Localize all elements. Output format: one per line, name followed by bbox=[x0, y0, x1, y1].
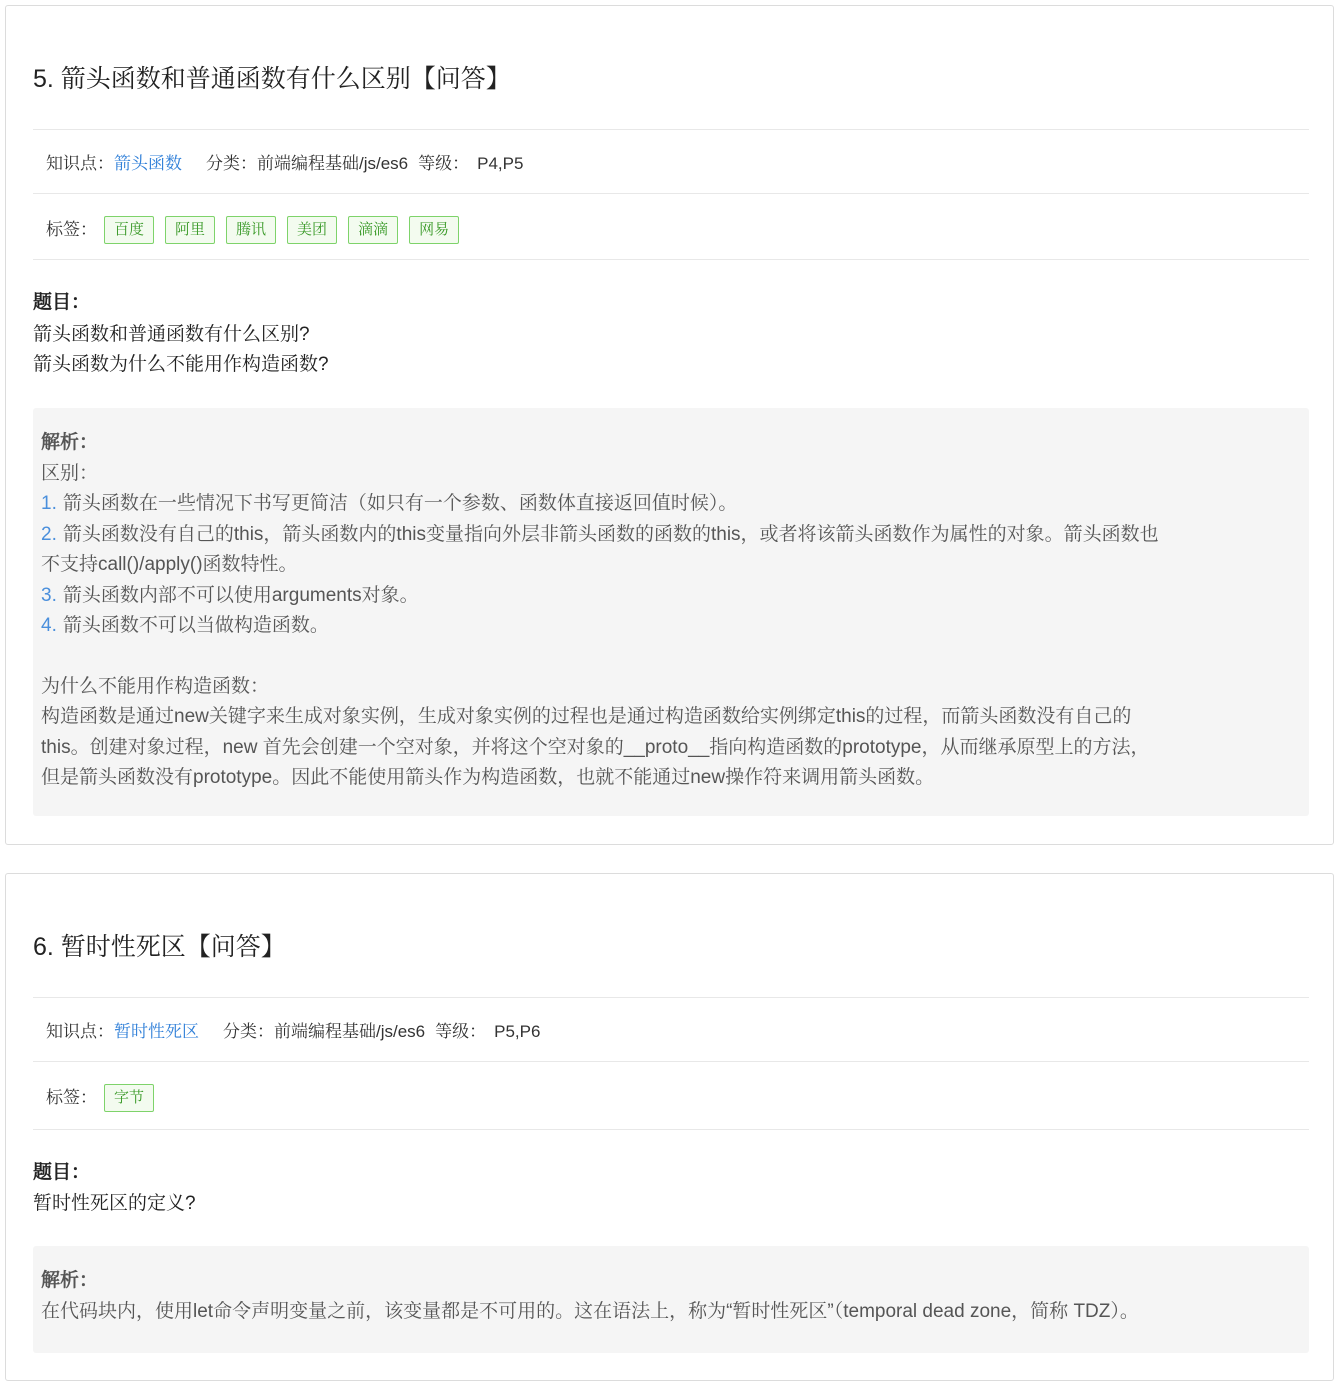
question-text: 箭头函数为什么不能用作构造函数? bbox=[33, 354, 329, 375]
tag-badge[interactable]: 腾讯 bbox=[226, 216, 276, 244]
divider bbox=[33, 259, 1309, 260]
divider bbox=[33, 1129, 1309, 1130]
level-value: P5,P6 bbox=[494, 1022, 541, 1041]
analysis-item: 1. 箭头函数在一些情况下书写更简洁（如只有一个参数、函数体直接返回值时候）。 bbox=[41, 493, 738, 514]
divider bbox=[33, 193, 1309, 194]
category-label: 分类： bbox=[206, 154, 257, 173]
analysis-box bbox=[33, 1246, 1309, 1353]
category-value: 前端编程基础/js/es6 bbox=[257, 154, 409, 173]
question-text: 暂时性死区的定义? bbox=[33, 1193, 196, 1214]
list-number: 2. bbox=[41, 523, 57, 545]
knowledge-label: 知识点： bbox=[46, 1022, 114, 1041]
analysis-label: 解析： bbox=[41, 1270, 99, 1291]
analysis-paragraph: this。创建对象过程，new 首先会创建一个空对象，并将这个空对象的__proto__指向构造函数的prototype，从而继承原型上的方法， bbox=[41, 736, 1150, 758]
divider bbox=[33, 129, 1309, 130]
analysis-item: 2. 箭头函数没有自己的this，箭头函数内的this变量指向外层非箭头函数的函数的this，或者将该箭头函数作为属性的对象。箭头函数也 bbox=[41, 523, 1159, 545]
analysis-paragraph: 但是箭头函数没有prototype。因此不能使用箭头作为构造函数，也就不能通过new操作符来调用箭头函数。 bbox=[41, 767, 935, 788]
tags-label: 标签： bbox=[46, 220, 97, 239]
level-value: P4,P5 bbox=[477, 154, 524, 173]
tag-badge[interactable]: 字节 bbox=[104, 1084, 154, 1112]
level-label: 等级： bbox=[418, 154, 470, 173]
question-card-6 bbox=[5, 873, 1334, 1381]
knowledge-link[interactable]: 箭头函数 bbox=[114, 154, 182, 173]
divider bbox=[33, 1061, 1309, 1062]
list-number: 4. bbox=[41, 615, 57, 636]
question-label: 题目： bbox=[33, 292, 91, 313]
divider bbox=[33, 997, 1309, 998]
level-label: 等级： bbox=[435, 1022, 487, 1041]
analysis-box bbox=[33, 408, 1309, 816]
list-number: 3. bbox=[41, 584, 57, 606]
tag-badge[interactable]: 网易 bbox=[409, 216, 459, 244]
tag-row bbox=[46, 1084, 165, 1112]
tags-label: 标签： bbox=[46, 1088, 97, 1107]
tag-badge[interactable]: 百度 bbox=[104, 216, 154, 244]
category-value: 前端编程基础/js/es6 bbox=[274, 1022, 426, 1041]
analysis-paragraph: 构造函数是通过new关键字来生成对象实例，生成对象实例的过程也是通过构造函数给实例绑定this的过程，而箭头函数没有自己的 bbox=[41, 706, 1132, 727]
tag-badge[interactable]: 美团 bbox=[287, 216, 337, 244]
question-label: 题目： bbox=[33, 1162, 91, 1183]
list-number: 1. bbox=[41, 493, 57, 514]
knowledge-link[interactable]: 暂时性死区 bbox=[114, 1022, 199, 1041]
analysis-label: 解析： bbox=[41, 432, 99, 453]
analysis-item: 4. 箭头函数不可以当做构造函数。 bbox=[41, 615, 329, 636]
question-meta bbox=[46, 1020, 540, 1044]
question-title: 5. 箭头函数和普通函数有什么区别【问答】 bbox=[33, 65, 511, 93]
question-meta bbox=[46, 152, 523, 176]
tag-row bbox=[46, 216, 470, 244]
question-title: 6. 暂时性死区【问答】 bbox=[33, 933, 286, 961]
tag-badge[interactable]: 阿里 bbox=[165, 216, 215, 244]
analysis-text: 在代码块内，使用let命令声明变量之前，该变量都是不可用的。这在语法上，称为“暂时性死区”（temporal dead zone，简称 TDZ）。 bbox=[41, 1300, 1139, 1322]
knowledge-label: 知识点： bbox=[46, 154, 114, 173]
analysis-item-continued: 不支持call()/apply()函数特性。 bbox=[41, 554, 298, 575]
question-card-5 bbox=[5, 5, 1334, 845]
analysis-intro: 区别： bbox=[41, 462, 99, 484]
analysis-sub-heading: 为什么不能用作构造函数： bbox=[41, 675, 270, 697]
tag-badge[interactable]: 滴滴 bbox=[348, 216, 398, 244]
analysis-item: 3. 箭头函数内部不可以使用arguments对象。 bbox=[41, 584, 419, 606]
category-label: 分类： bbox=[223, 1022, 274, 1041]
question-text: 箭头函数和普通函数有什么区别? bbox=[33, 324, 310, 345]
